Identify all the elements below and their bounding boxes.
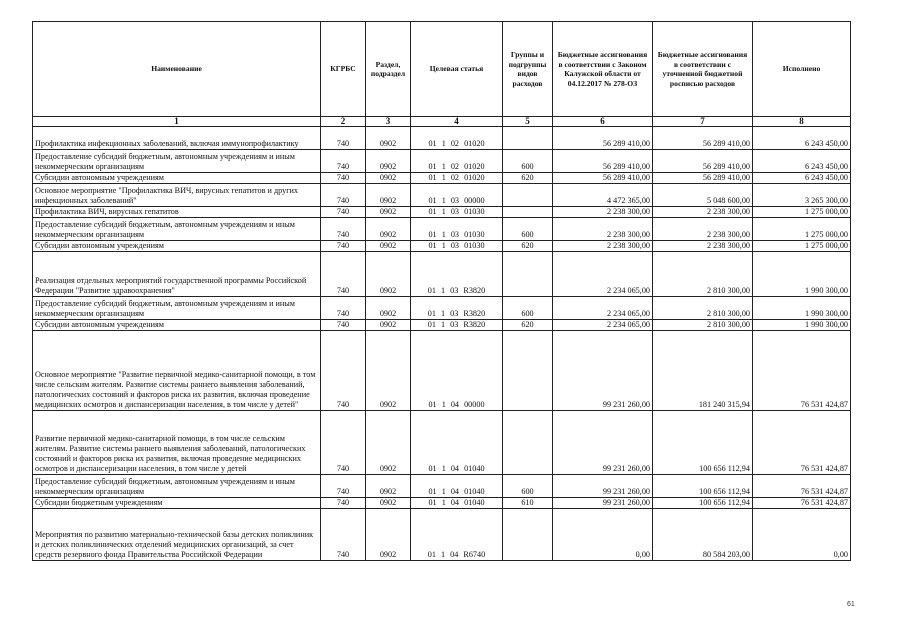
row-razdel: 0902: [366, 127, 411, 150]
row-expense-type: 600: [503, 297, 553, 320]
row-executed: 76 531 424,87: [753, 498, 851, 509]
row-budget-law: 2 238 300,00: [553, 207, 653, 218]
col-number: 5: [503, 117, 553, 127]
row-kgrbs: 740: [321, 150, 366, 173]
row-target-article: 01 1 03 01030: [411, 207, 503, 218]
row-budget-law: 99 231 260,00: [553, 475, 653, 498]
row-expense-type: 610: [503, 498, 553, 509]
row-razdel: 0902: [366, 150, 411, 173]
row-budget-refined: 100 656 112,94: [653, 498, 753, 509]
row-name: Субсидии автономным учреждениям: [33, 320, 321, 331]
row-target-article: 01 1 02 01020: [411, 127, 503, 150]
header-row: [33, 22, 851, 117]
row-target-article: 01 1 04 R6740: [411, 509, 503, 561]
row-budget-refined: 5 048 600,00: [653, 184, 753, 207]
row-executed: 1 275 000,00: [753, 207, 851, 218]
row-expense-type: 620: [503, 320, 553, 331]
row-budget-refined: 2 810 300,00: [653, 320, 753, 331]
row-target-article: 01 1 04 01040: [411, 411, 503, 475]
row-budget-refined: 56 289 410,00: [653, 150, 753, 173]
row-budget-law: 2 234 065,00: [553, 252, 653, 297]
row-razdel: 0902: [366, 297, 411, 320]
row-target-article: 01 1 04 01040: [411, 498, 503, 509]
row-budget-refined: 56 289 410,00: [653, 173, 753, 184]
row-target-article: 01 1 03 01030: [411, 218, 503, 241]
row-kgrbs: 740: [321, 320, 366, 331]
row-budget-law: 2 234 065,00: [553, 320, 653, 331]
header-ba-refined: Бюджетные ассигнования в соответствии с уточненной бюджетной росписью расходов: [653, 22, 753, 117]
row-expense-type: [503, 509, 553, 561]
header-vidy: Группы и подгруппы видов расходов: [503, 22, 553, 117]
row-expense-type: [503, 252, 553, 297]
row-executed: 6 243 450,00: [753, 173, 851, 184]
row-razdel: 0902: [366, 411, 411, 475]
row-razdel: 0902: [366, 173, 411, 184]
col-number: 8: [753, 117, 851, 127]
row-name: Субсидии бюджетным учреждениям: [33, 498, 321, 509]
row-target-article: 01 1 03 01030: [411, 241, 503, 252]
row-kgrbs: 740: [321, 509, 366, 561]
table-row: [33, 252, 851, 297]
row-executed: 76 531 424,87: [753, 475, 851, 498]
row-name: Предоставление субсидий бюджетным, автономным учреждениям и иным некоммерческим организациям: [33, 475, 321, 498]
row-budget-refined: 56 289 410,00: [653, 127, 753, 150]
table-row: [33, 207, 851, 218]
row-name: Профилактика ВИЧ, вирусных гепатитов: [33, 207, 321, 218]
table-row: [33, 218, 851, 241]
table-row: [33, 411, 851, 475]
col-number: 2: [321, 117, 366, 127]
row-kgrbs: 740: [321, 411, 366, 475]
row-razdel: 0902: [366, 498, 411, 509]
header-razdel: Раздел, подраздел: [366, 22, 411, 117]
header-kgrbs: КГРБС: [321, 22, 366, 117]
row-kgrbs: 740: [321, 475, 366, 498]
row-name: Развитие первичной медико-санитарной помощи, в том числе сельским жителям. Развитие системы раннего выявления заболеваний, патологических состояний и факторов риска их развития, включая проведение медицинских осмотров и диспансеризации населения, в том числе у детей: [33, 411, 321, 475]
row-expense-type: 600: [503, 218, 553, 241]
row-expense-type: 620: [503, 241, 553, 252]
row-budget-law: 56 289 410,00: [553, 127, 653, 150]
row-budget-refined: 2 238 300,00: [653, 218, 753, 241]
row-budget-refined: 2 810 300,00: [653, 297, 753, 320]
table-row: [33, 320, 851, 331]
header-name: Наименование: [33, 22, 321, 117]
row-razdel: 0902: [366, 241, 411, 252]
col-number: 7: [653, 117, 753, 127]
row-expense-type: [503, 127, 553, 150]
table-row: [33, 127, 851, 150]
table-row: [33, 331, 851, 411]
row-kgrbs: 740: [321, 184, 366, 207]
row-executed: 76 531 424,87: [753, 331, 851, 411]
row-executed: 76 531 424,87: [753, 411, 851, 475]
row-budget-law: 4 472 365,00: [553, 184, 653, 207]
row-budget-law: 2 234 065,00: [553, 297, 653, 320]
row-executed: 0,00: [753, 509, 851, 561]
row-name: Предоставление субсидий бюджетным, автономным учреждениям и иным некоммерческим организациям: [33, 150, 321, 173]
header-ba-law: Бюджетные ассигнования в соответствии с Законом Калужской области от 04.12.2017 № 278-ОЗ: [553, 22, 653, 117]
row-budget-law: 99 231 260,00: [553, 498, 653, 509]
row-kgrbs: 740: [321, 207, 366, 218]
table-row: [33, 184, 851, 207]
header-ispolneno: Исполнено: [753, 22, 851, 117]
row-budget-refined: 181 240 315,94: [653, 331, 753, 411]
row-name: Субсидии автономным учреждениям: [33, 241, 321, 252]
row-expense-type: 600: [503, 150, 553, 173]
header-celevaya: Целевая статья: [411, 22, 503, 117]
row-target-article: 01 1 03 R3820: [411, 297, 503, 320]
row-razdel: 0902: [366, 252, 411, 297]
table-row: [33, 150, 851, 173]
row-executed: 1 990 300,00: [753, 252, 851, 297]
row-expense-type: [503, 184, 553, 207]
row-expense-type: 600: [503, 475, 553, 498]
row-budget-refined: 2 810 300,00: [653, 252, 753, 297]
col-number: 3: [366, 117, 411, 127]
budget-table: [32, 21, 851, 561]
table-row: [33, 475, 851, 498]
table-row: [33, 241, 851, 252]
row-executed: 6 243 450,00: [753, 150, 851, 173]
row-razdel: 0902: [366, 509, 411, 561]
row-target-article: 01 1 02 01020: [411, 173, 503, 184]
row-razdel: 0902: [366, 475, 411, 498]
table-row: [33, 173, 851, 184]
table-row: [33, 297, 851, 320]
row-razdel: 0902: [366, 207, 411, 218]
row-expense-type: [503, 411, 553, 475]
table-row: [33, 498, 851, 509]
row-razdel: 0902: [366, 218, 411, 241]
row-budget-refined: 2 238 300,00: [653, 207, 753, 218]
row-budget-law: 56 289 410,00: [553, 173, 653, 184]
col-number: 6: [553, 117, 653, 127]
row-budget-refined: 100 656 112,94: [653, 411, 753, 475]
page-number: 61: [847, 601, 855, 608]
row-budget-refined: 80 584 203,00: [653, 509, 753, 561]
row-budget-refined: 100 656 112,94: [653, 475, 753, 498]
column-number-row: [33, 117, 851, 127]
col-number: 1: [33, 117, 321, 127]
col-number: 4: [411, 117, 503, 127]
row-name: Мероприятия по развитию материально-технической базы детских поликлиник и детских поликлинических отделений медицинских организаций, за счет средств резервного фонда Правительства Российской Федерации: [33, 509, 321, 561]
row-name: Предоставление субсидий бюджетным, автономным учреждениям и иным некоммерческим организациям: [33, 297, 321, 320]
row-kgrbs: 740: [321, 127, 366, 150]
row-budget-law: 56 289 410,00: [553, 150, 653, 173]
row-name: Основное мероприятие "Развитие первичной медико-санитарной помощи, в том числе сельским жителям. Развитие системы раннего выявления заболеваний, патологических состояний и факторов риска их развития, включая проведение медицинских осмотров и диспансеризации населения, в том числе у детей": [33, 331, 321, 411]
row-expense-type: [503, 207, 553, 218]
row-budget-law: 0,00: [553, 509, 653, 561]
row-budget-law: 99 231 260,00: [553, 411, 653, 475]
row-target-article: 01 1 03 R3820: [411, 252, 503, 297]
row-razdel: 0902: [366, 320, 411, 331]
row-executed: 1 275 000,00: [753, 218, 851, 241]
row-name: Предоставление субсидий бюджетным, автономным учреждениям и иным некоммерческим организациям: [33, 218, 321, 241]
row-kgrbs: 740: [321, 218, 366, 241]
row-expense-type: 620: [503, 173, 553, 184]
row-target-article: 01 1 04 00000: [411, 331, 503, 411]
row-target-article: 01 1 04 01040: [411, 475, 503, 498]
row-executed: 6 243 450,00: [753, 127, 851, 150]
row-name: Основное мероприятие "Профилактика ВИЧ, вирусных гепатитов и других инфекционных заболеваний": [33, 184, 321, 207]
row-budget-refined: 2 238 300,00: [653, 241, 753, 252]
row-target-article: 01 1 03 R3820: [411, 320, 503, 331]
row-executed: 1 990 300,00: [753, 297, 851, 320]
row-kgrbs: 740: [321, 331, 366, 411]
row-kgrbs: 740: [321, 241, 366, 252]
row-name: Профилактика инфекционных заболеваний, включая иммунопрофилактику: [33, 127, 321, 150]
row-budget-law: 2 238 300,00: [553, 241, 653, 252]
row-target-article: 01 1 03 00000: [411, 184, 503, 207]
row-executed: 3 265 300,00: [753, 184, 851, 207]
row-executed: 1 275 000,00: [753, 241, 851, 252]
row-target-article: 01 1 02 01020: [411, 150, 503, 173]
table-row: [33, 509, 851, 561]
row-expense-type: [503, 331, 553, 411]
row-budget-law: 2 238 300,00: [553, 218, 653, 241]
row-kgrbs: 740: [321, 297, 366, 320]
row-kgrbs: 740: [321, 173, 366, 184]
row-razdel: 0902: [366, 331, 411, 411]
row-executed: 1 990 300,00: [753, 320, 851, 331]
row-kgrbs: 740: [321, 498, 366, 509]
row-name: Субсидии автономным учреждениям: [33, 173, 321, 184]
row-kgrbs: 740: [321, 252, 366, 297]
row-name: Реализация отдельных мероприятий государственной программы Российской Федерации "Развитие здравоохранения": [33, 252, 321, 297]
row-razdel: 0902: [366, 184, 411, 207]
row-budget-law: 99 231 260,00: [553, 331, 653, 411]
